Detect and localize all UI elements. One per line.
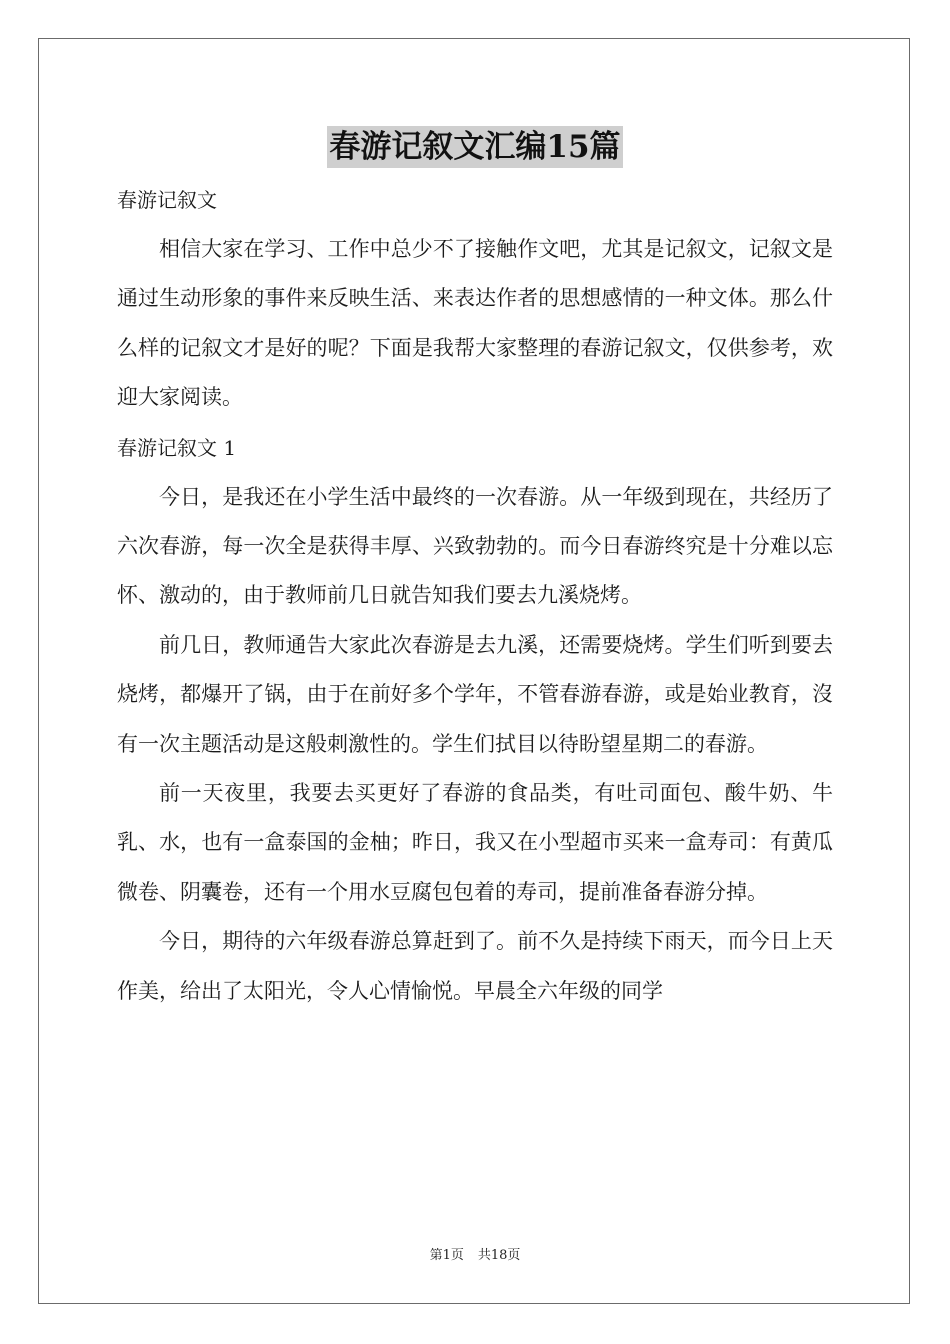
page-number: 第1页 (429, 1248, 464, 1263)
section-heading: 春游记叙文 (117, 188, 217, 212)
section-intro (117, 175, 833, 423)
section-heading: 春游记叙文 1 (117, 435, 237, 460)
paragraph: 前几日，教师通告大家此次春游是去九溪，还需要烧烤。学生们听到要去烧烤，都爆开了锅，由于在前好多个学年，不管春游春游，或是始业教育，沒有一次主题活动是这般刺激性的。学生们拭目以待盼望星期二的春游。 (117, 632, 833, 756)
paragraph: 相信大家在学习、工作中总少不了接触作文吧，尤其是记叙文，记叙文是通过生动形象的事件来反映生活、来表达作者的思想感情的一种文体。那么什么样的记叙文才是好的呢？下面是我帮大家整理的春游记叙文，仅供参考，欢迎大家阅读。 (117, 237, 833, 410)
total-pages: 共18页 (477, 1248, 521, 1263)
page-footer (0, 1244, 950, 1263)
section-essay-1 (117, 423, 833, 1016)
paragraph: 前一天夜里，我要去买更好了春游的食品类，有吐司面包、酸牛奶、牛乳、水，也有一盒泰国的金柚；昨日，我又在小型超市买来一盒寿司：有黄瓜微卷、阴囊卷，还有一个用水豆腐包包着的寿司，提前准备春游分掉。 (117, 781, 833, 904)
paragraph: 今日，期待的六年级春游总算赶到了。前不久是持续下雨天，而今日上天作美，给出了太阳光，令人心情愉悦。早晨全六年级的同学 (117, 929, 833, 1003)
title-container (0, 126, 950, 168)
document-title: 春游记叙文汇编15篇 (327, 126, 622, 168)
paragraph: 今日，是我还在小学生活中最终的一次春游。从一年级到现在，共经历了六次春游，每一次全是获得丰厚、兴致勃勃的。而今日春游终究是十分难以忘怀、激动的，由于教师前几日就告知我们要去九溪烧烤。 (117, 484, 833, 608)
document-body (117, 175, 833, 1016)
